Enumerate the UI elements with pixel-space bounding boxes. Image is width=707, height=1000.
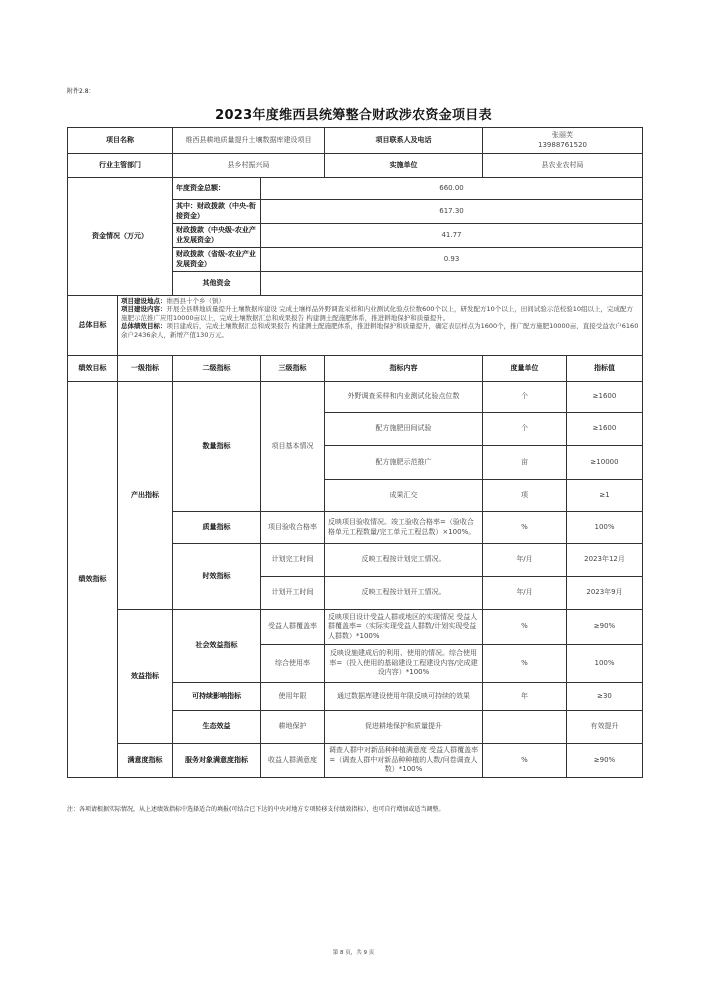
indicator-unit: % [483, 610, 567, 645]
l2-quantity: 数量指标 [173, 382, 261, 512]
table-row [68, 382, 643, 413]
indicator-content: 反映设施建成后的利用、使用的情况。综合使用率=（投入使用的基础建设工程建设内容/完成建设内容）*100% [325, 645, 483, 683]
l1-output: 产出指标 [118, 382, 173, 610]
indicator-value: 100% [567, 512, 643, 544]
indicator-value: 2023年12月 [567, 544, 643, 577]
overall-target [121, 322, 639, 339]
indicator-unit [483, 711, 567, 744]
table-row [68, 610, 643, 645]
footnote: 注：各项请根据实际情况，从上述绩效指标中选择适合的填报(可结合已下达的中央对地方专项转移支付绩效指标），也可自行增加或适当调整。 [67, 806, 445, 813]
l3-accept: 项目验收合格率 [261, 512, 325, 544]
content-label: 项目建设内容： [121, 305, 167, 314]
header-cell: 指标值 [567, 356, 643, 382]
l2-social: 社会效益指标 [173, 610, 261, 683]
indicator-unit: % [483, 512, 567, 544]
fund-value: 660.00 [261, 178, 643, 200]
project-name-label: 项目名称 [68, 128, 173, 154]
indicator-value: ≥90% [567, 744, 643, 778]
location-label: 项目建设地点： [121, 297, 167, 305]
contact-value [483, 128, 643, 154]
indicator-unit: 项 [483, 480, 567, 512]
project-name-row [68, 128, 643, 154]
indicator-unit: 年 [483, 683, 567, 711]
overall-content [118, 296, 643, 356]
indicator-unit: % [483, 744, 567, 778]
indicator-value: 有效提升 [567, 711, 643, 744]
fund-label: 其他资金 [173, 272, 261, 296]
target-value: 项目建成后，完成土壤数据汇总和成果报告 构建测土配施肥体系，推进耕地保护和质量提升，确定表层样点为1600个，推广配方施肥10000亩，直接受益农户6160余户2436余人，新增产值130万元。 [121, 322, 639, 339]
indicator-value: 2023年9月 [567, 577, 643, 610]
indicator-unit: % [483, 645, 567, 683]
unit-label: 实施单位 [325, 154, 483, 178]
l2-eco: 生态效益 [173, 711, 261, 744]
project-table [67, 127, 643, 778]
indicator-content: 外野调查采样和内业测试化验点位数 [325, 382, 483, 413]
indicator-content: 通过数据库建设使用年限反映可持续的效果 [325, 683, 483, 711]
l2-quality: 质量指标 [173, 512, 261, 544]
indicator-value: ≥1 [567, 480, 643, 512]
l3-life: 使用年限 [261, 683, 325, 711]
header-row [68, 356, 643, 382]
location-value: 维西县十个乡（镇） [166, 297, 225, 305]
indicator-content: 反映工程按计划开工情况。 [325, 577, 483, 610]
table-row [68, 744, 643, 778]
l1-satisfaction: 满意度指标 [118, 744, 173, 778]
header-cell: 度量单位 [483, 356, 567, 382]
header-cell: 绩效目标 [68, 356, 118, 382]
fund-label: 年度资金总额： [173, 178, 261, 200]
perf-indicators-label: 绩效指标 [68, 382, 118, 778]
l3-basic: 项目基本情况 [261, 382, 325, 512]
dept-value: 县乡村振兴局 [173, 154, 325, 178]
contact-label: 项目联系人及电话 [325, 128, 483, 154]
indicator-value: ≥90% [567, 610, 643, 645]
indicator-content: 配方施肥示范推广 [325, 446, 483, 480]
fund-value: 0.93 [261, 248, 643, 272]
contact-name: 张丽芙 [552, 131, 573, 140]
header-cell: 三级指标 [261, 356, 325, 382]
fund-label: 其中：财政拨款（中央-衔接资金） [173, 200, 261, 224]
header-cell: 二级指标 [173, 356, 261, 382]
indicator-unit: 个 [483, 413, 567, 446]
indicator-value: 100% [567, 645, 643, 683]
overall-build-content [121, 305, 639, 322]
l3-cover: 受益人群覆盖率 [261, 610, 325, 645]
indicator-unit: 亩 [483, 446, 567, 480]
dept-label: 行业主管部门 [68, 154, 173, 178]
indicator-unit: 年/月 [483, 577, 567, 610]
indicator-content: 促进耕地保护和质量提升 [325, 711, 483, 744]
l1-benefit: 效益指标 [118, 610, 173, 744]
overall-row [68, 296, 643, 356]
page-title: 2023年度维西县统筹整合财政涉农资金项目表 [215, 108, 492, 123]
indicator-content: 调查人群中对新品种种植满意度 受益人群覆盖率=（调查人群中对新品种种植的人数/问卷调查人数）*100% [325, 744, 483, 778]
indicator-unit: 个 [483, 382, 567, 413]
fund-value [261, 272, 643, 296]
indicator-value: ≥1600 [567, 382, 643, 413]
indicator-value: ≥30 [567, 683, 643, 711]
fund-label: 财政拨款（中央级-农业产业发展资金） [173, 224, 261, 248]
l3-satis: 收益人群满意度 [261, 744, 325, 778]
l3-start: 计划开工时间 [261, 577, 325, 610]
l2-sustain: 可持续影响指标 [173, 683, 261, 711]
l3-farmland: 耕地保护 [261, 711, 325, 744]
indicator-value: ≥1600 [567, 413, 643, 446]
indicator-content: 反映项目设计受益人群或地区的实现情况 受益人群覆盖率=（实际实现受益人群数/计划实现受益人群数）*100% [325, 610, 483, 645]
fund-value: 617.30 [261, 200, 643, 224]
l3-finish: 计划完工时间 [261, 544, 325, 577]
header-cell: 一级指标 [118, 356, 173, 382]
indicator-unit: 年/月 [483, 544, 567, 577]
l2-service: 服务对象满意度指标 [173, 744, 261, 778]
fund-label: 财政拨款（省级-农业产业发展资金） [173, 248, 261, 272]
dept-row [68, 154, 643, 178]
content-value: 开展全县耕地质量提升土壤数据库建设 完成土壤样品外野调查采样和内业测试化验点位数600个以上，研发配方10个以上，田间试验示范校验10组以上，完成配方施肥示范推广应用10000亩以上，完成土壤数据汇总和成果报告 构建测土配施肥体系，推进耕地保护和质量提升。 [121, 305, 634, 322]
l3-usage: 综合使用率 [261, 645, 325, 683]
indicator-content: 反映工程按计划完工情况。 [325, 544, 483, 577]
fund-row-total [68, 178, 643, 200]
unit-value: 县农业农村局 [483, 154, 643, 178]
target-label: 总体绩效目标： [121, 322, 167, 331]
overall-label: 总体目标 [68, 296, 118, 356]
indicator-content: 配方施肥田间试验 [325, 413, 483, 446]
header-cell: 指标内容 [325, 356, 483, 382]
indicator-content: 成果汇交 [325, 480, 483, 512]
funds-section-label: 资金情况（万元） [68, 178, 173, 296]
contact-phone: 13988761520 [538, 140, 587, 149]
l2-timeliness: 时效指标 [173, 544, 261, 610]
attachment-label: 附件2.8： [67, 88, 95, 95]
indicator-content: 反映项目验收情况。竣工验收合格率=（验收合格单元工程数量/完工单元工程总数）×100%。 [325, 512, 483, 544]
page-number: 第 8 页，共 9 页 [332, 950, 375, 956]
fund-value: 41.77 [261, 224, 643, 248]
project-name-value: 维西县耕地质量提升土壤数据库建设项目 [173, 128, 325, 154]
indicator-value: ≥10000 [567, 446, 643, 480]
